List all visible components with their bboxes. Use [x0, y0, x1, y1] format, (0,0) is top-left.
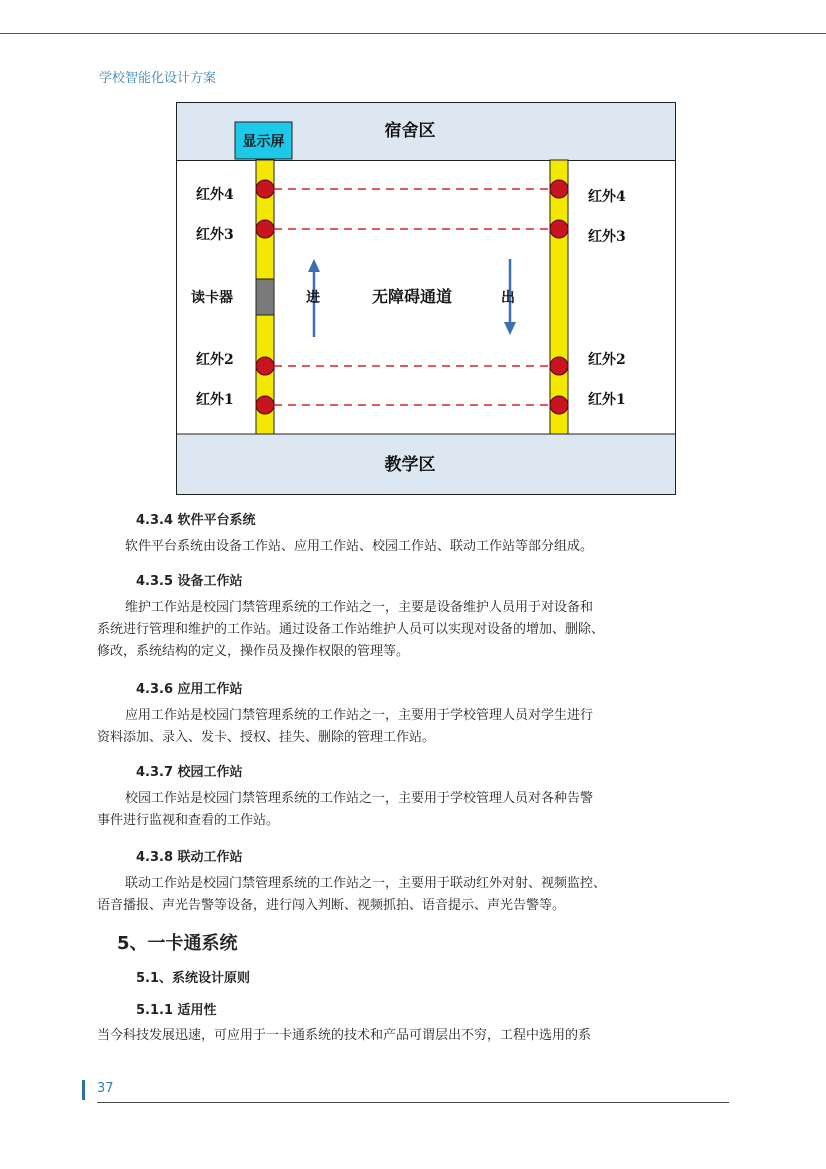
teaching-zone-label: 教学区 — [384, 455, 436, 475]
paragraph-4-3-5 — [97, 597, 732, 663]
paragraph-4-3-6 — [97, 705, 732, 749]
dorm-zone-label: 宿舍区 — [384, 121, 436, 141]
left-label-card-reader: 读卡器 — [191, 290, 233, 306]
left-label-ir1: 红外1 — [196, 392, 234, 408]
top-rule — [0, 33, 826, 34]
heading-4-3-4: 4.3.4 软件平台系统 — [136, 513, 256, 528]
heading-4-3-6: 4.3.6 应用工作站 — [136, 682, 243, 697]
ir-sensor-left-2 — [256, 357, 274, 375]
exit-label: 出 — [501, 290, 515, 306]
text-line: 校园工作站是校园门禁管理系统的工作站之一，主要用于学校管理人员对各种告警 — [125, 791, 594, 806]
text-line: 维护工作站是校园门禁管理系统的工作站之一，主要是设备维护人员用于对设备和 — [125, 600, 594, 615]
page-number: 37 — [97, 1081, 114, 1096]
ir-sensor-right-3 — [550, 220, 568, 238]
ir-sensor-left-3 — [256, 220, 274, 238]
text-line: 当今科技发展迅速，可应用于一卡通系统的技术和产品可谓层出不穷，工程中选用的系 — [97, 1028, 592, 1043]
display-screen-label: 显示屏 — [242, 134, 285, 150]
text-line: 语音播报、声光告警等设备，进行闯入判断、视频抓拍、语音提示、声光告警等。 — [97, 898, 566, 913]
text-line: 事件进行监视和查看的工作站。 — [97, 813, 280, 828]
bottom-rule — [97, 1102, 729, 1103]
text-line: 修改，系统结构的定义，操作员及操作权限的管理等。 — [97, 644, 410, 659]
left-label-ir2: 红外2 — [196, 352, 234, 368]
chapter-heading: 5、一卡通系统 — [117, 933, 238, 954]
ir-sensor-right-4 — [550, 180, 568, 198]
left-label-ir4: 红外4 — [196, 187, 234, 203]
ir-sensor-right-1 — [550, 396, 568, 414]
right-label-ir1: 红外1 — [588, 392, 626, 408]
access-channel-diagram — [176, 102, 676, 495]
page-number-bar — [82, 1080, 85, 1100]
text-line: 应用工作站是校园门禁管理系统的工作站之一，主要用于学校管理人员对学生进行 — [125, 708, 594, 723]
paragraph-4-3-7 — [97, 788, 732, 832]
right-label-ir3: 红外3 — [588, 229, 626, 245]
heading-4-3-5: 4.3.5 设备工作站 — [136, 574, 243, 589]
running-title: 学校智能化设计方案 — [99, 71, 217, 86]
text-line: 联动工作站是校园门禁管理系统的工作站之一，主要用于联动红外对射、视频监控、 — [125, 876, 607, 891]
paragraph-4-3-4 — [97, 536, 732, 558]
paragraph-5-1-1 — [97, 1025, 732, 1047]
heading-5-1: 5.1、系统设计原则 — [136, 971, 251, 986]
right-label-ir2: 红外2 — [588, 352, 626, 368]
text-line: 资料添加、录入、发卡、授权、挂失、删除的管理工作站。 — [97, 730, 436, 745]
card-reader — [256, 279, 274, 315]
right-post — [550, 160, 568, 434]
ir-sensor-right-2 — [550, 357, 568, 375]
passage-label: 无障碍通道 — [371, 287, 453, 306]
text-line: 软件平台系统由设备工作站、应用工作站、校园工作站、联动工作站等部分组成。 — [125, 539, 594, 554]
heading-4-3-7: 4.3.7 校园工作站 — [136, 765, 243, 780]
ir-sensor-left-1 — [256, 396, 274, 414]
paragraph-4-3-8 — [97, 873, 732, 917]
right-label-ir4: 红外4 — [588, 189, 626, 205]
heading-5-1-1: 5.1.1 适用性 — [136, 1003, 217, 1018]
left-label-ir3: 红外3 — [196, 227, 234, 243]
ir-sensor-left-4 — [256, 180, 274, 198]
heading-4-3-8: 4.3.8 联动工作站 — [136, 850, 243, 865]
enter-label: 进 — [306, 290, 320, 306]
text-line: 系统进行管理和维护的工作站。通过设备工作站维护人员可以实现对设备的增加、删除、 — [97, 622, 605, 637]
